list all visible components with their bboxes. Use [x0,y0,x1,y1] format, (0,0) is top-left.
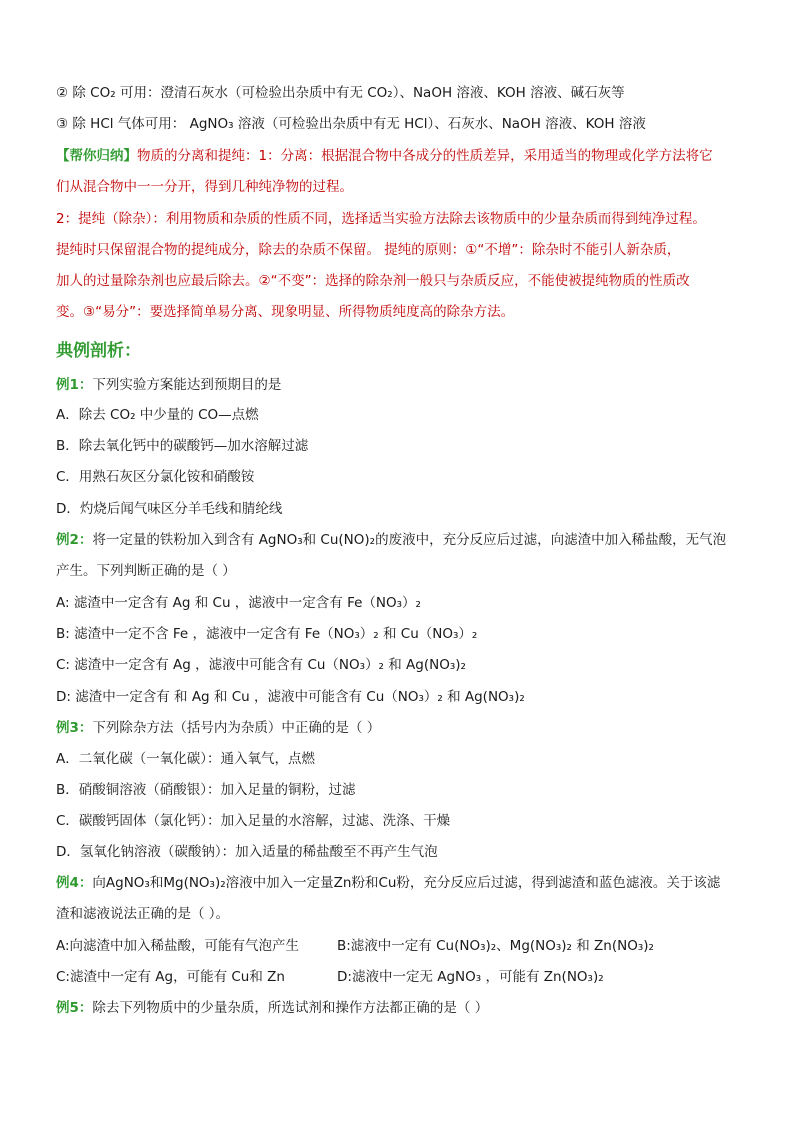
section-title: 典例剖析： [56,341,141,361]
tip-line-2: 们从混合物中一一分开，得到几种纯净物的过程。 [56,179,353,195]
ex5-label: 例5： [56,1000,93,1016]
ex3-option-d: D．氢氧化钠溶液（碳酸钠）：加入适量的稀盐酸至不再产生气泡 [56,844,438,860]
ex4-option-c: C:滤渣中一定有 Ag，可能有 Cu和 Zn [56,969,285,985]
tip-line-1: 【帮你归纳】物质的分离和提纯：1：分离：根据混合物中各成分的性质差异，采用适当的物理或化学方法将它 [56,148,713,164]
intro-line-co2: ② 除 CO₂ 可用：澄清石灰水（可检验出杂质中有无 CO₂）、NaOH 溶液、KOH 溶液、碱石灰等 [56,85,625,101]
ex4-option-a: A:向滤渣中加入稀盐酸，可能有气泡产生 [56,938,300,954]
ex1-option-c: C．用熟石灰区分氯化铵和硝酸铵 [56,469,255,485]
tip-line-6: 变。③“易分”：要选择简单易分离、现象明显、所得物质纯度高的除杂方法。 [56,304,515,320]
ex1-option-a: A．除去 CO₂ 中少量的 CO—点燃 [56,407,259,423]
tip-line-4: 提纯时只保留混合物的提纯成分，除去的杂质不保留。 提纯的原则：①“不增”：除杂时不能引人新杂质， [56,242,681,258]
ex2-label: 例2： [56,532,93,548]
ex2-stem-1: 例2：将一定量的铁粉加入到含有 AgNO₃和 Cu(NO)₂的废液中，充分反应后过滤，向滤渣中加入稀盐酸，无气泡 [56,532,727,548]
ex2-option-a: A: 滤渣中一定含有 Ag 和 Cu ，滤液中一定含有 Fe（NO₃）₂ [56,595,421,611]
ex1-option-d: D．灼烧后闻气味区分羊毛线和腈纶线 [56,501,283,517]
ex2-option-d: D: 滤渣中一定含有 和 Ag 和 Cu ，滤液中可能含有 Cu（NO₃）₂ 和 Ag(NO₃)₂ [56,689,525,705]
ex1-option-b: B．除去氧化钙中的碳酸钙—加水溶解过滤 [56,438,309,454]
ex4-option-b: B:滤液中一定有 Cu(NO₃)₂、Mg(NO₃)₂ 和 Zn(NO₃)₂ [337,938,654,954]
ex3-stem: 例3：下列除杂方法（括号内为杂质）中正确的是（ ） [56,720,381,736]
tip-line-3: 2：提纯（除杂）：利用物质和杂质的性质不同，选择适当实验方法除去该物质中的少量杂质而得到纯净过程。 [56,211,706,227]
ex1-stem: 例1：下列实验方案能达到预期目的是 [56,377,282,393]
tip-label: 【帮你归纳】 [56,148,137,164]
ex1-label: 例1： [56,377,93,393]
tip-line-5: 加人的过量除杂剂也应最后除去。②“不变”：选择的除杂剂一般只与杂质反应，不能使被提纯物质的性质改 [56,273,690,289]
ex4-option-d: D:滤液中一定无 AgNO₃ ，可能有 Zn(NO₃)₂ [337,969,604,985]
intro-line-hcl: ③ 除 HCl 气体可用： AgNO₃ 溶液（可检验出杂质中有无 HCl）、石灰水、NaOH 溶液、KOH 溶液 [56,116,646,132]
ex2-option-c: C: 滤渣中一定含有 Ag ，滤液中可能含有 Cu（NO₃）₂ 和 Ag(NO₃)₂ [56,657,466,673]
ex4-stem-2: 渣和滤液说法正确的是（ ）。 [56,906,230,922]
ex3-option-b: B．硝酸铜溶液（硝酸银）：加入足量的铜粉，过滤 [56,782,356,798]
ex4-label: 例4： [56,875,93,891]
ex4-stem-1: 例4：向AgNO₃和Mg(NO₃)₂溶液中加入一定量Zn粉和Cu粉，充分反应后过滤，得到滤渣和蓝色滤液。关于该滤 [56,875,721,891]
ex2-option-b: B: 滤渣中一定不含 Fe ，滤液中一定含有 Fe（NO₃）₂ 和 Cu（NO₃）₂ [56,626,478,642]
ex5-stem: 例5：除去下列物质中的少量杂质，所选试剂和操作方法都正确的是（ ） [56,1000,489,1016]
ex3-label: 例3： [56,720,93,736]
ex2-stem-2: 产生。下列判断正确的是（ ） [56,563,236,579]
ex3-option-c: C．碳酸钙固体（氯化钙）：加入足量的水溶解，过滤、洗涤、干燥 [56,813,451,829]
ex3-option-a: A．二氧化碳（一氧化碳）：通入氧气，点燃 [56,751,315,767]
